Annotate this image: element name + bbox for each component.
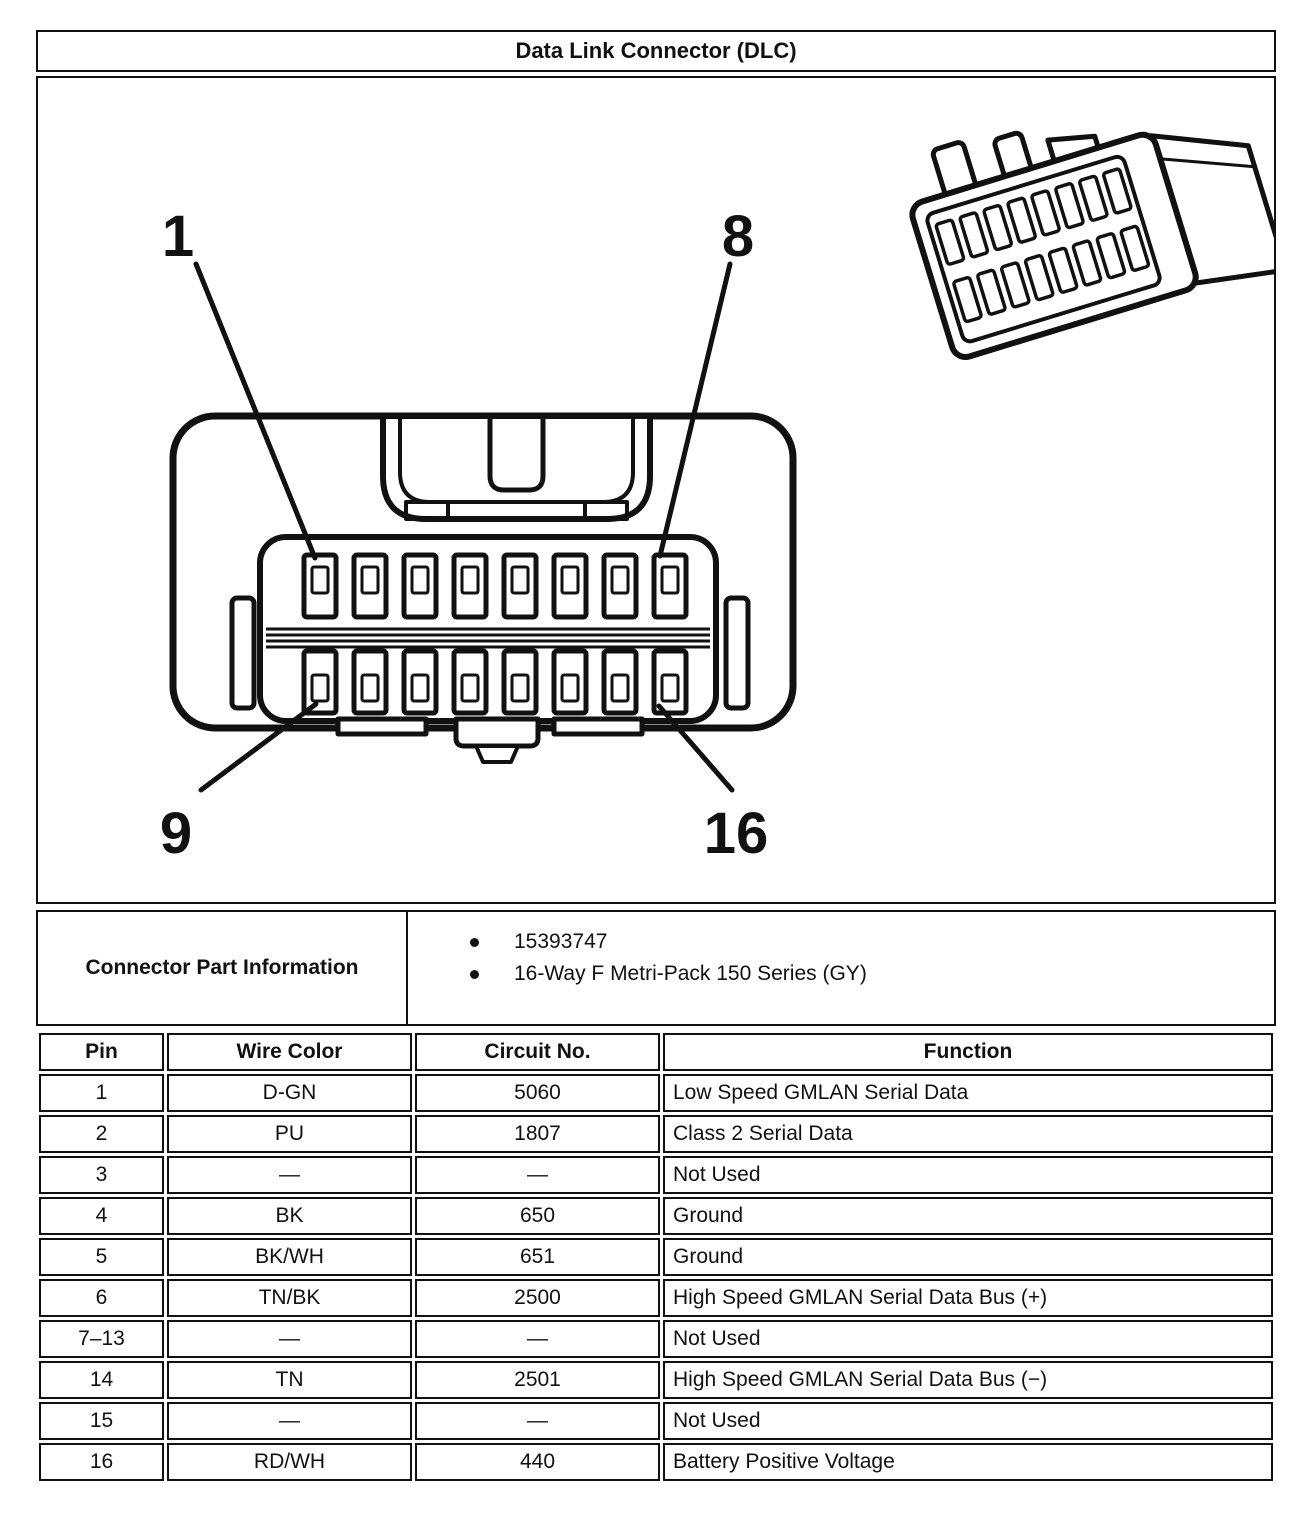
pin-cell-function: Low Speed GMLAN Serial Data	[663, 1074, 1273, 1112]
pin-cell-pin: 6	[39, 1279, 164, 1317]
connector-3d-view	[895, 78, 1274, 370]
pin-table-header-circuit-no: Circuit No.	[415, 1033, 660, 1071]
pin-table-row	[39, 1361, 1273, 1399]
pin-label-8: 8	[721, 204, 755, 269]
key-center-slot	[490, 419, 543, 490]
connector-front-view	[173, 416, 793, 762]
pin-label-16: 16	[703, 801, 769, 866]
pin-cell-circuit-no: —	[415, 1402, 660, 1440]
pin-cell-wire-color: —	[167, 1320, 412, 1358]
pin-cell-wire-color: TN	[167, 1361, 412, 1399]
pin-cell-circuit-no: 440	[415, 1443, 660, 1481]
pin-cell-pin: 16	[39, 1443, 164, 1481]
part-info-label: Connector Part Information	[38, 912, 408, 1024]
pin-cell-circuit-no: —	[415, 1320, 660, 1358]
pin-cell-function: Class 2 Serial Data	[663, 1115, 1273, 1153]
pin-cell-wire-color: D-GN	[167, 1074, 412, 1112]
pin-table-row	[39, 1115, 1273, 1153]
pin-cell-wire-color: —	[167, 1156, 412, 1194]
pin-table-row	[39, 1279, 1273, 1317]
pin-cell-function: Not Used	[663, 1156, 1273, 1194]
pin-cell-pin: 5	[39, 1238, 164, 1276]
part-info-list	[408, 912, 1274, 990]
pin-cell-function: Not Used	[663, 1320, 1273, 1358]
pin-cell-function: High Speed GMLAN Serial Data Bus (+)	[663, 1279, 1273, 1317]
pin-label-1: 1	[161, 204, 195, 269]
pin-cell-circuit-no: 650	[415, 1197, 660, 1235]
part-info-item: 15393747	[408, 926, 1274, 958]
pin-table-row	[39, 1320, 1273, 1358]
pin-cell-circuit-no: 2500	[415, 1279, 660, 1317]
pin-cell-pin: 14	[39, 1361, 164, 1399]
pin-cell-wire-color: BK	[167, 1197, 412, 1235]
pin-cell-circuit-no: 2501	[415, 1361, 660, 1399]
pin-cell-circuit-no: 1807	[415, 1115, 660, 1153]
part-info-values	[408, 912, 1274, 1024]
pin-cell-wire-color: PU	[167, 1115, 412, 1153]
part-info-item: 16-Way F Metri-Pack 150 Series (GY)	[408, 958, 1274, 990]
pin-table-row	[39, 1238, 1273, 1276]
pin-table-row	[39, 1443, 1273, 1481]
pin-cell-circuit-no: —	[415, 1156, 660, 1194]
manual-page	[36, 30, 1276, 1484]
pin-cell-function: Not Used	[663, 1402, 1273, 1440]
pin-cell-circuit-no: 651	[415, 1238, 660, 1276]
bottom-latch	[456, 719, 538, 746]
pin-table-header-wire-color: Wire Color	[167, 1033, 412, 1071]
pin-cell-function: Ground	[663, 1197, 1273, 1235]
pin-cell-wire-color: —	[167, 1402, 412, 1440]
pin-cell-wire-color: TN/BK	[167, 1279, 412, 1317]
pin-cell-pin: 15	[39, 1402, 164, 1440]
pin-cell-wire-color: BK/WH	[167, 1238, 412, 1276]
connector-diagram-box	[36, 76, 1276, 904]
pin-table-row	[39, 1402, 1273, 1440]
pin-label-9: 9	[159, 801, 193, 866]
pin-cell-pin: 7–13	[39, 1320, 164, 1358]
pin-table-row	[39, 1156, 1273, 1194]
bottom-bar-left	[338, 719, 426, 734]
pin-table-header-row	[39, 1033, 1273, 1071]
pin-cell-pin: 4	[39, 1197, 164, 1235]
pin-table-header-function: Function	[663, 1033, 1273, 1071]
pin-cell-function: Ground	[663, 1238, 1273, 1276]
pin-cell-pin: 3	[39, 1156, 164, 1194]
pin-cell-function: High Speed GMLAN Serial Data Bus (−)	[663, 1361, 1273, 1399]
pin-table	[36, 1030, 1276, 1484]
pin-cell-wire-color: RD/WH	[167, 1443, 412, 1481]
pin-table-row	[39, 1074, 1273, 1112]
pin-cell-function: Battery Positive Voltage	[663, 1443, 1273, 1481]
pin-cell-pin: 1	[39, 1074, 164, 1112]
pin-table-row	[39, 1197, 1273, 1235]
pin-cell-pin: 2	[39, 1115, 164, 1153]
dlc-diagram	[38, 78, 1274, 902]
bottom-latch-tip	[476, 746, 518, 762]
pin-table-header-pin: Pin	[39, 1033, 164, 1071]
connector-part-info	[36, 910, 1276, 1026]
pin-cell-circuit-no: 5060	[415, 1074, 660, 1112]
bottom-bar-right	[554, 719, 642, 734]
page-title: Data Link Connector (DLC)	[36, 30, 1276, 72]
pin-table-body	[39, 1074, 1273, 1481]
